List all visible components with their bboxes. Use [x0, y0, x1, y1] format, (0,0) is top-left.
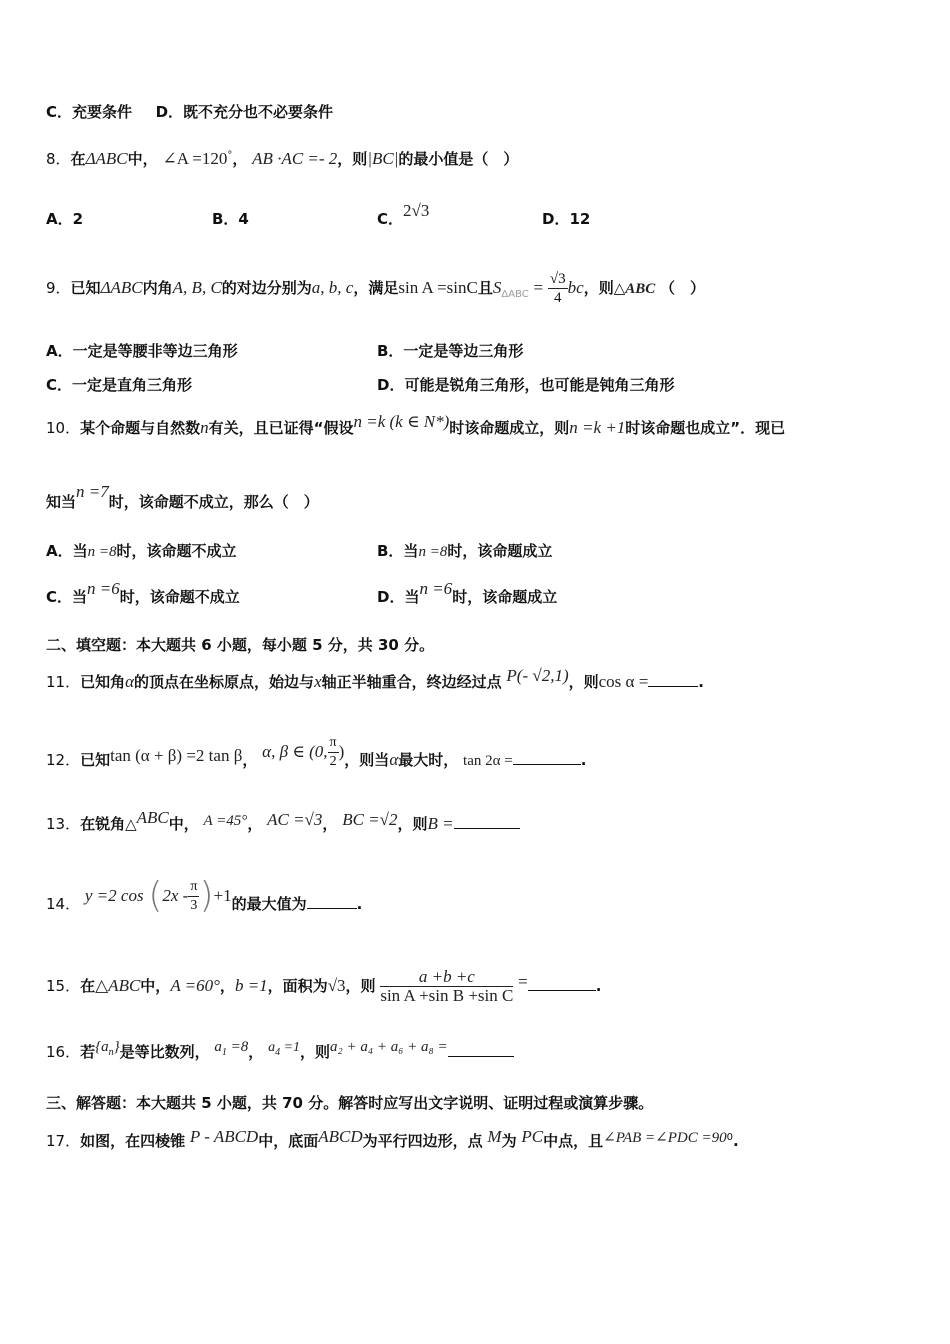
q17-text: 如图，在四棱锥: [80, 1132, 186, 1150]
q16-math-seq: [95, 1039, 120, 1058]
q10-a-math: n =8: [87, 544, 117, 560]
q14-fraction: [188, 878, 199, 915]
q17-text: 为平行四边形，点: [362, 1132, 483, 1150]
q9-text: ABC: [625, 281, 656, 297]
q16-math-a1: [214, 1039, 249, 1058]
q10-c-math: n =6: [87, 579, 120, 598]
q11-math: cos α =: [598, 672, 649, 691]
q11-text: ，则: [568, 673, 599, 691]
q10-d-math: n =6: [419, 579, 453, 598]
q9-option-d: D．可能是锐角三角形，也可能是钝角三角形: [377, 376, 675, 394]
q16-math-a4: [268, 1040, 301, 1058]
q11-math: α: [125, 672, 135, 691]
q13-stem: [46, 808, 520, 835]
q13-text: 在锐角△: [80, 815, 137, 833]
q12-frac-num: π: [328, 734, 339, 753]
q15-number: 15．: [46, 977, 81, 995]
q9-math: A, B, C: [172, 278, 222, 297]
q16-a1: a: [214, 1039, 222, 1055]
q17-text: 为: [501, 1132, 517, 1150]
q14-frac-num: π: [188, 878, 199, 897]
q15-text: ，: [219, 977, 235, 995]
q11-math: P(- √2,1): [506, 666, 569, 685]
q16-a1-sub: 1: [221, 1047, 227, 1058]
q8-math: ∠A =120: [162, 149, 228, 168]
q8-option-c: [377, 200, 430, 228]
q10-text: 时该命题也成立”．现已: [625, 419, 786, 437]
q8-number: 8．: [46, 150, 71, 168]
q13-text: ，: [322, 815, 338, 833]
q12-math: tan 2α =: [463, 753, 513, 769]
q10-option-d: [377, 579, 558, 607]
q14-frac-den: 3: [190, 898, 198, 913]
q8-text: ，: [232, 150, 248, 168]
q13-text: ，则: [397, 815, 428, 833]
q15-text: ，面积为: [267, 977, 328, 995]
q15-stem: [46, 968, 601, 1005]
q8-option-c-label: C．: [377, 210, 404, 228]
q16-text: ，则: [300, 1043, 331, 1061]
q10-number: 10．: [46, 419, 81, 437]
q12-text: ，则当: [344, 751, 390, 769]
q10-math: n =7: [76, 482, 109, 501]
q10-a-text: 时，该命题不成立: [116, 542, 237, 560]
q16-text: 是等比数列，: [119, 1043, 210, 1061]
q14-stem: [46, 875, 363, 923]
q10-text: 某个命题与自然数: [80, 419, 201, 437]
q17-text: .: [732, 1132, 739, 1150]
q7-options: [46, 102, 333, 122]
q14-math: +1: [213, 886, 232, 905]
q12-answer-blank[interactable]: [513, 750, 581, 765]
q9-text: 内角: [142, 279, 173, 297]
q12-math: ): [338, 742, 345, 761]
q17-math: ∠PAB =∠PDC =90: [603, 1130, 727, 1146]
q16-seq-sub: n: [108, 1047, 114, 1058]
q10-b-text: 时，该命题成立: [447, 542, 553, 560]
q12-text: ，: [242, 751, 258, 769]
q13-math: AC =√3: [267, 810, 323, 829]
q10-option-c: [46, 579, 240, 607]
q12-stem: [46, 735, 587, 779]
q11-text: 轴正半轴重合，终边经过点: [321, 673, 502, 691]
q7-option-d: D．既不充分也不必要条件: [155, 103, 334, 121]
q11-text: 已知角: [80, 673, 126, 691]
q12-text: .: [580, 751, 587, 769]
q11-text: 的顶点在坐标原点，始边与: [134, 673, 315, 691]
q16-a4-val: =1: [280, 1040, 301, 1055]
q15-answer-blank[interactable]: [528, 976, 596, 991]
q15-math: A =60°: [170, 976, 220, 995]
q16-seq-close: }: [113, 1039, 120, 1055]
q13-math: BC =√2: [342, 810, 398, 829]
q10-c-text: 时，该命题不成立: [119, 588, 240, 606]
q16-number: 16．: [46, 1043, 81, 1061]
q12-math: α: [389, 750, 399, 769]
q11-answer-blank[interactable]: [648, 672, 698, 687]
q8-sup: °: [227, 150, 233, 161]
q11-math: x: [314, 672, 322, 691]
q15-frac-num: a +b +c: [380, 968, 513, 987]
q13-answer-blank[interactable]: [454, 814, 520, 829]
q8-text: 在: [70, 150, 86, 168]
q8-option-a: A．2: [46, 210, 84, 228]
q9-sub: ΔABC: [501, 289, 529, 300]
q16-text: ，: [248, 1043, 264, 1061]
q17-text: 中点，且: [543, 1132, 604, 1150]
q15-frac-den: sin A +sin B +sin C: [380, 986, 514, 1005]
q12-math: tan (α + β) =2 tan β: [110, 746, 243, 765]
q13-math: A =45°: [203, 813, 248, 829]
q10-text: 知当: [46, 493, 77, 511]
q9-math: bc: [567, 278, 584, 297]
q9-text: 的对边分别为: [221, 279, 312, 297]
q9-text: ，则△: [583, 279, 626, 297]
q14-math: y =2 cos: [84, 886, 144, 905]
q13-text: ，: [247, 815, 263, 833]
q13-math: B =: [427, 814, 454, 833]
q8-math: AB ·AC =- 2: [252, 149, 338, 168]
q15-math: =: [518, 972, 528, 991]
q12-frac-den: 2: [329, 754, 337, 769]
q15-text: ，则: [345, 977, 376, 995]
q7-option-c: C．充要条件: [46, 103, 133, 121]
q14-text: 的最大值为: [231, 895, 307, 913]
q17-math: M: [487, 1127, 502, 1146]
q8-text: 中，: [127, 150, 158, 168]
q16-stem: [46, 1039, 514, 1069]
q15-math: √3: [327, 976, 346, 995]
q8-option-d: D．12: [542, 210, 591, 228]
q8-text: 的最小值是（ ）: [398, 150, 519, 168]
q9-option-c: C．一定是直角三角形: [46, 376, 193, 394]
q15-fraction: [380, 968, 513, 1005]
q15-math: b =1: [234, 976, 268, 995]
q10-stem-line1: [46, 412, 786, 438]
q13-text: 中，: [168, 815, 199, 833]
q11-number: 11．: [46, 673, 81, 691]
q9-option-a: A．一定是等腰非等边三角形: [46, 342, 238, 360]
q17-text: 中，底面: [258, 1132, 319, 1150]
q14-number: 14．: [46, 895, 81, 913]
q10-text: 时，该命题不成立，那么（ ）: [108, 493, 319, 511]
q9-math: ΔABC: [100, 278, 143, 297]
section-2-heading: 二、填空题：本大题共 6 小题，每小题 5 分，共 30 分。: [46, 636, 435, 654]
q10-text: 有关，且已证得“假设: [208, 419, 354, 437]
q10-math: n: [200, 418, 209, 437]
q9-number: 9．: [46, 279, 71, 297]
q9-text: （ ）: [660, 279, 706, 297]
q14-text: .: [356, 895, 363, 913]
q8-option-b: B．4: [212, 210, 249, 228]
q9-text: 且: [477, 279, 493, 297]
q17-sup: 0: [726, 1132, 733, 1143]
q9-math: S: [492, 278, 502, 297]
q14-math: 2x -: [162, 886, 189, 905]
q9-option-b: B．一定是等边三角形: [377, 342, 524, 360]
q9-math: sin A =sinC: [398, 278, 478, 297]
q8-text: ，则: [337, 150, 368, 168]
q10-option-a: [46, 540, 237, 561]
q10-d-text: 时，该命题成立: [452, 588, 558, 606]
q9-math: =: [533, 278, 544, 297]
q17-math: ABCD: [318, 1127, 363, 1146]
q12-fraction: [328, 734, 339, 771]
q15-text: 在: [80, 977, 96, 995]
q10-a-label: A．当: [46, 542, 88, 560]
q8-math: ΔABC: [85, 149, 128, 168]
q10-b-math: n =8: [418, 544, 448, 560]
q9-text: 已知: [70, 279, 101, 297]
q9-text: ，满足: [353, 279, 399, 297]
q17-math: PC: [521, 1127, 544, 1146]
q16-answer-blank[interactable]: [448, 1042, 514, 1057]
q17-math: P - ABCD: [189, 1127, 259, 1146]
q16-math: a₂ + a₄ + a₆ + a₈ =: [330, 1039, 448, 1055]
q12-math: α, β ∈ (0,: [262, 742, 328, 761]
q9-math: a, b, c: [311, 278, 354, 297]
q15-text: .: [595, 977, 602, 995]
q16-a1-val: =8: [226, 1039, 249, 1055]
q9-fraction: [548, 270, 568, 307]
q9-stem: [46, 270, 705, 307]
q13-math: ABC: [136, 808, 169, 827]
q10-d-label: D．当: [377, 588, 420, 606]
q17-number: 17．: [46, 1132, 81, 1150]
q16-a4-sub: 4: [275, 1046, 281, 1058]
q12-text: 已知: [80, 751, 111, 769]
q14-answer-blank[interactable]: [307, 894, 357, 909]
q10-math: n =k (k ∈ N*): [353, 412, 450, 431]
q12-text: 最大时，: [398, 751, 459, 769]
q16-a4: a: [268, 1040, 276, 1055]
q10-b-label: B．当: [377, 542, 419, 560]
q10-c-label: C．当: [46, 588, 88, 606]
q8-math: |BC|: [367, 149, 399, 168]
q15-math: △ABC: [95, 976, 141, 995]
q10-stem-line2: [46, 482, 319, 512]
q15-text: 中，: [140, 977, 171, 995]
q14-paren-left: (: [148, 875, 163, 916]
q9-frac-num: √3: [549, 271, 566, 287]
q10-option-b: [377, 540, 552, 561]
q8-option-c-value: 2√3: [403, 201, 430, 220]
q10-text: 时该命题成立，则: [449, 419, 570, 437]
q14-paren-right: ): [199, 875, 214, 916]
q12-number: 12．: [46, 751, 81, 769]
section-3-heading: 三、解答题：本大题共 5 小题，共 70 分。解答时应写出文字说明、证明过程或演算步骤。: [46, 1094, 654, 1112]
q16-seq-open: {a: [95, 1039, 109, 1055]
q11-stem: [46, 666, 704, 692]
q9-frac-den: 4: [554, 290, 562, 306]
q10-math: n =k +1: [569, 418, 626, 437]
q16-text: 若: [80, 1043, 96, 1061]
q11-text: .: [698, 673, 704, 691]
q17-stem: [46, 1128, 739, 1152]
q8-stem: [46, 146, 518, 169]
q13-number: 13．: [46, 815, 81, 833]
